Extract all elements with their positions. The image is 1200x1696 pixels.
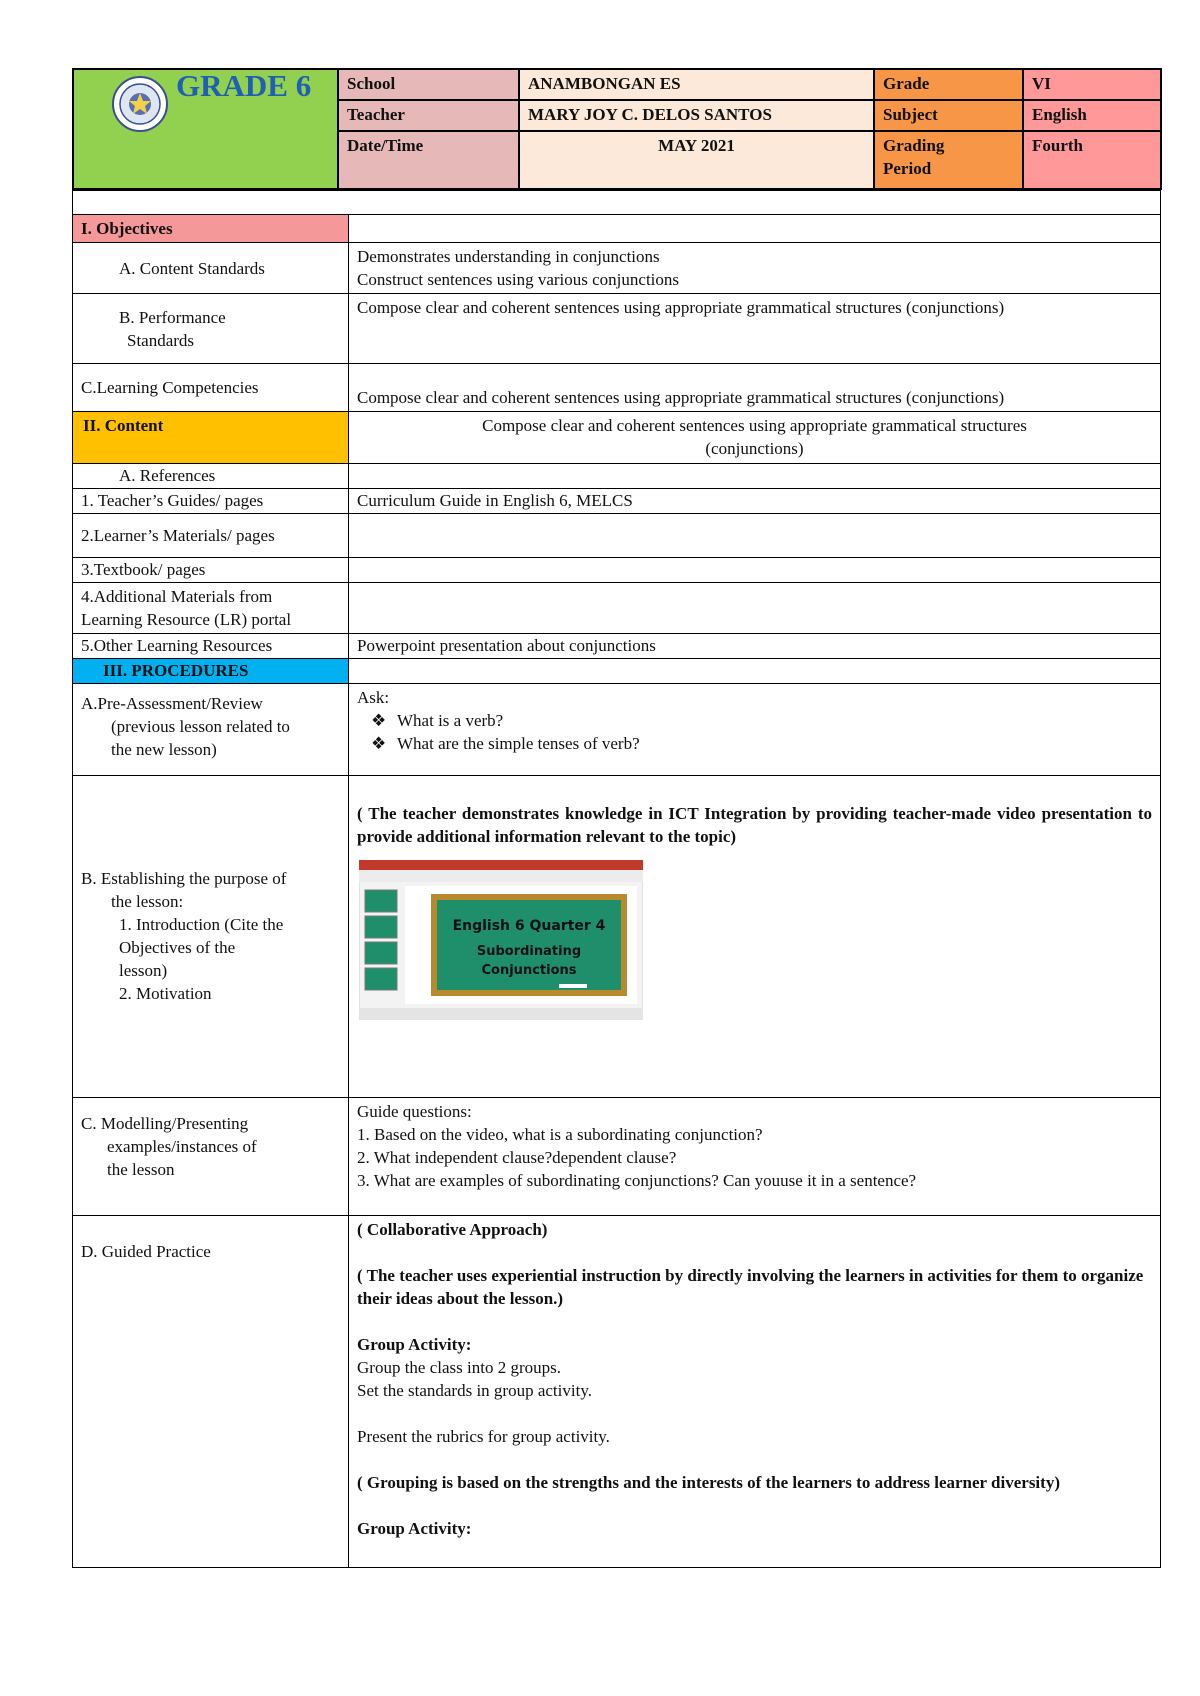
guide-questions-label: Guide questions: <box>357 1102 472 1121</box>
purpose-line4: Objectives of the <box>119 937 236 957</box>
modelling-line2: examples/instances of <box>107 1137 257 1156</box>
modelling-value <box>349 1098 1161 1216</box>
period-value: Fourth <box>1023 131 1161 189</box>
additional-label-line1: 4.Additional Materials from <box>81 587 273 606</box>
ask-label: Ask: <box>357 688 390 707</box>
guide-question-1: 1. Based on the video, what is a subordinating conjunction? <box>357 1125 763 1144</box>
performance-label-line2: Standards <box>127 330 195 350</box>
school-label: School <box>338 69 519 100</box>
purpose-line6: 2. Motivation <box>119 983 212 1003</box>
references-label: A. References <box>73 464 349 489</box>
guided-practice-label: D. Guided Practice <box>73 1216 349 1568</box>
textbook-label: 3.Textbook/ pages <box>73 558 349 583</box>
pre-assessment-line1: A.Pre-Assessment/Review <box>81 694 263 713</box>
competencies-label: C.Learning Competencies <box>73 364 349 412</box>
purpose-line3: 1. Introduction (Cite the <box>119 914 284 934</box>
pre-assessment-label <box>73 684 349 776</box>
objectives-heading: I. Objectives <box>73 215 349 243</box>
pre-assessment-line3: the new lesson) <box>111 740 217 759</box>
question-verb: What is a verb? <box>397 711 504 730</box>
ict-note: ( The teacher demonstrates knowledge in ICT Integration by providing teacher-made video presentation to provide additional information relevant to the topic) <box>357 804 1152 846</box>
header-table <box>72 68 1162 190</box>
teachers-guides-label: 1. Teacher’s Guides/ pages <box>73 489 349 514</box>
procedures-heading: III. PROCEDURES <box>73 659 349 684</box>
modelling-label <box>73 1098 349 1216</box>
purpose-line5: lesson) <box>119 960 168 980</box>
additional-materials-value <box>349 583 1161 634</box>
teacher-value: MARY JOY C. DELOS SANTOS <box>519 100 874 131</box>
objectives-heading-blank <box>349 215 1161 243</box>
period-label-line2: Period <box>883 159 932 179</box>
purpose-value <box>349 776 1161 1098</box>
subject-value: English <box>1023 100 1161 131</box>
competencies-value: Compose clear and coherent sentences using appropriate grammatical structures (conjunctions) <box>349 364 1161 412</box>
content-standards-line2: Construct sentences using various conjunctions <box>357 270 680 289</box>
learners-materials-value <box>349 514 1161 558</box>
header-logo-cell <box>73 69 338 189</box>
additional-materials-label <box>73 583 349 634</box>
modelling-line1: C. Modelling/Presenting <box>81 1114 249 1133</box>
period-label <box>874 131 1023 189</box>
modelling-line3: the lesson <box>107 1160 175 1179</box>
references-blank <box>349 464 1161 489</box>
learners-materials-label: 2.Learner’s Materials/ pages <box>73 514 349 558</box>
datetime-label: Date/Time <box>338 131 519 189</box>
diamond-bullet-icon: ❖ <box>371 711 387 730</box>
grade-value: VI <box>1023 69 1161 100</box>
question-tenses: What are the simple tenses of verb? <box>397 734 640 753</box>
period-label-line1: Grading <box>883 136 945 156</box>
datetime-value: MAY 2021 <box>519 131 874 189</box>
content-standards-label: A. Content Standards <box>73 243 349 294</box>
group-line-3: Present the rubrics for group activity. <box>357 1427 610 1446</box>
teachers-guides-value: Curriculum Guide in English 6, MELCS <box>349 489 1161 514</box>
content-value-line2: (conjunctions) <box>705 439 804 458</box>
grouping-note: ( Grouping is based on the strengths and the interests of the learners to address learner diversity) <box>357 1473 1060 1492</box>
content-standards-value <box>349 243 1161 294</box>
group-line-1: Group the class into 2 groups. <box>357 1358 561 1377</box>
purpose-line2: the lesson: <box>111 891 184 911</box>
list-item <box>357 732 1152 755</box>
other-resources-value: Powerpoint presentation about conjunctions <box>349 634 1161 659</box>
guide-question-3: 3. What are examples of subordinating conjunctions? Can youuse it in a sentence? <box>357 1171 917 1190</box>
content-value <box>349 412 1161 464</box>
deped-seal-icon <box>112 76 168 132</box>
experiential-note: ( The teacher uses experiential instruction by directly involving the learners in activities for them to organize their ideas about the lesson.) <box>357 1266 1144 1308</box>
spacer-row <box>73 191 1161 215</box>
performance-label-line1: B. Performance <box>119 307 226 327</box>
video-presentation-thumbnail <box>359 860 643 1020</box>
video-title-line2: Subordinating <box>476 944 582 959</box>
textbook-value <box>349 558 1161 583</box>
content-heading: II. Content <box>73 412 349 464</box>
school-value: ANAMBONGAN ES <box>519 69 874 100</box>
lesson-plan-page <box>72 68 1160 1568</box>
collaborative-approach: ( Collaborative Approach) <box>357 1220 548 1239</box>
purpose-label <box>73 776 349 1098</box>
content-value-line1: Compose clear and coherent sentences using appropriate grammatical structures <box>482 416 1027 435</box>
performance-standards-label <box>73 294 349 364</box>
grade-title: GRADE 6 <box>176 68 312 103</box>
guided-practice-value <box>349 1216 1161 1568</box>
lesson-table <box>72 190 1161 1568</box>
video-title-line3: Conjunctions <box>481 963 577 978</box>
guide-question-2: 2. What independent clause?dependent clause? <box>357 1148 677 1167</box>
list-item <box>357 709 1152 732</box>
additional-label-line2: Learning Resource (LR) portal <box>81 610 292 629</box>
group-activity-heading-2: Group Activity: <box>357 1519 472 1538</box>
grade-label: Grade <box>874 69 1023 100</box>
pre-assessment-line2: (previous lesson related to <box>111 717 290 736</box>
procedures-heading-blank <box>349 659 1161 684</box>
other-resources-label: 5.Other Learning Resources <box>73 634 349 659</box>
subject-label: Subject <box>874 100 1023 131</box>
purpose-line1: B. Establishing the purpose of <box>81 868 287 888</box>
pre-assessment-value <box>349 684 1161 776</box>
group-line-2: Set the standards in group activity. <box>357 1381 592 1400</box>
video-title-line1: English 6 Quarter 4 <box>452 918 606 934</box>
performance-standards-value: Compose clear and coherent sentences using appropriate grammatical structures (conjunctions) <box>349 294 1161 364</box>
group-activity-heading: Group Activity: <box>357 1335 472 1354</box>
content-standards-line1: Demonstrates understanding in conjunctions <box>357 247 660 266</box>
teacher-label: Teacher <box>338 100 519 131</box>
diamond-bullet-icon: ❖ <box>371 734 387 753</box>
